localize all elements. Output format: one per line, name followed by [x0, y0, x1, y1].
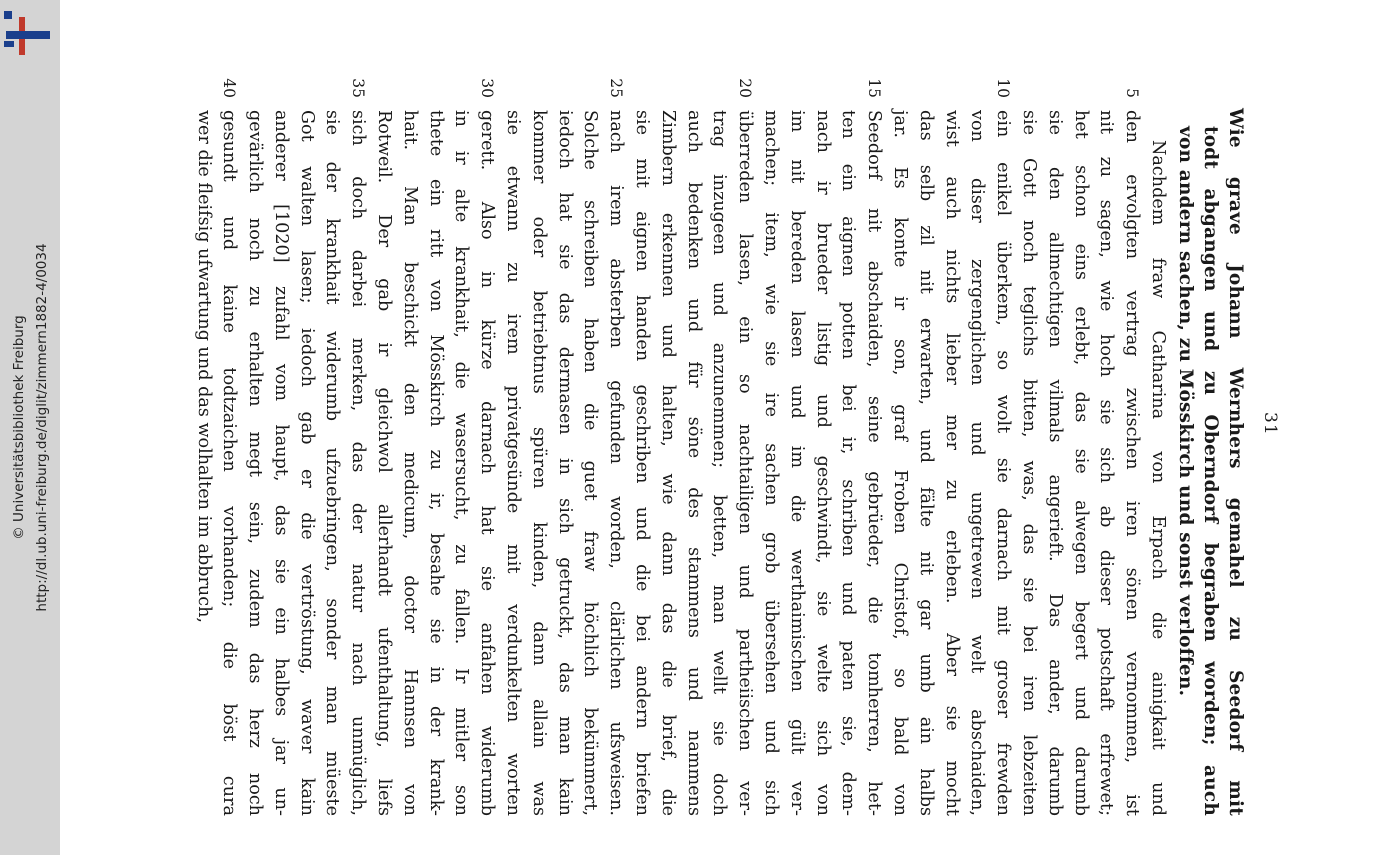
viewer-sidebar [0, 0, 60, 855]
text-line [964, 110, 990, 816]
line-text: in ir alte krankhait, die wasersucht, zu fallen. Ir mitler son [451, 110, 472, 816]
text-line [422, 110, 448, 816]
text-line [551, 110, 577, 816]
line-text: Got walten lasen; iedoch gab er die vertröstung, waver kain [296, 110, 317, 816]
text-line [267, 110, 293, 816]
line-text: hait. Man beschickt den medicum, doctor Hannsen von [399, 110, 420, 816]
text-line [473, 78, 499, 816]
text-line [345, 78, 371, 816]
line-text: Rotweil. Der gab ir gleichwol allerhandt ufenthaltung, liefs [374, 110, 395, 816]
text-line [654, 110, 680, 816]
text-line [731, 78, 757, 816]
text-line [1118, 88, 1144, 816]
text-line [525, 110, 551, 816]
line-text: sich doch darbei merken, das der natur nach unmüglich, [348, 110, 369, 816]
line-text: sie den allmechtigen vilmals angerieft. Das ander, darumb [1044, 110, 1065, 816]
line-text: sie mit aignen handen geschriben und die bei andern briefen [632, 110, 653, 816]
text-line [809, 110, 835, 816]
text-line [190, 110, 216, 816]
document-url[interactable]: http://dl.ub.uni-freiburg.de/diglit/zimmern1882-4/0034 [34, 243, 50, 612]
line-number: 5 [1123, 88, 1142, 98]
line-text: im nit bereden lasen und im die werthaimischen gült ver- [786, 110, 807, 816]
line-number: 20 [736, 78, 755, 98]
line-number: 10 [994, 78, 1013, 98]
text-line [448, 110, 474, 816]
copyright-notice: © Universitätsbibliothek Freiburg [11, 315, 27, 540]
line-text: jar. Es konte ir son, graf Froben Christof, so bald von [890, 110, 911, 816]
line-number: 25 [607, 78, 626, 98]
text-line [912, 110, 938, 816]
line-text: gerett. Also in kürze darnach hat sie anfahen widerumb [477, 110, 498, 816]
rotated-page-content [58, 8, 1278, 848]
line-text: sie Gott noch teglichs bitten, was, das sie bei iren lebzeiten [1019, 110, 1040, 816]
line-number: 15 [865, 78, 884, 98]
line-text: nach ir brueder listig und geschwindt, sie welte sich von [812, 110, 833, 816]
text-line [1015, 110, 1041, 816]
line-text: ten ein aignen potten bei ir, schriben und paten sie, dem- [838, 110, 859, 816]
line-text: den ervolgten vertrag zwischen iren sönen vernommen, ist [1122, 110, 1143, 816]
line-text: machen; item, wie sie ire sachen grob übersehen und sich [761, 110, 782, 816]
scanned-page [60, 0, 1393, 855]
text-line [860, 78, 886, 816]
line-text: auch bedenken und für söne des stammens und nammens [683, 110, 704, 816]
line-text: gevärlich noch zu erhalten megt sein, zudem das herz noch [245, 110, 266, 816]
text-line [628, 110, 654, 816]
text-line [602, 78, 628, 816]
line-text: Zimbern erkennen und halten, wie dann das die brief, die [657, 110, 678, 816]
line-text: überreden lasen, ein so nachtailigen und partheiischen ver- [735, 110, 756, 816]
line-text: nach irem absterben gefunden worden, clärlichen ufsweisen. [606, 110, 627, 816]
line-text: von diser zergenglichen und ungetrewen welt abschaiden, [967, 110, 988, 816]
line-text: Nachdem fraw Catharina von Erpach die ainigkait und [1148, 140, 1168, 816]
text-line [680, 110, 706, 816]
line-number: 40 [220, 78, 239, 98]
line-text: anderer [1020] zufahl vom haupt, das sie ein halbes jar un- [270, 110, 291, 816]
chapter-title [1173, 108, 1248, 816]
line-text: thete ein ritt von Mösskirch zu ir, besahe sie in der krank- [425, 110, 446, 816]
line-text: trag inzugeen und anzunemmen; betten, man wellt sie doch [709, 110, 730, 816]
line-text: ein enikel überkem, so wolt sie darnach mit groser frewden [993, 110, 1014, 816]
text-line [938, 110, 964, 816]
text-line [1041, 110, 1067, 816]
line-text: Solche schreiben haben die guet fraw höchlich bekümmert, [580, 110, 601, 816]
body-text [190, 78, 1170, 816]
text-line [293, 110, 319, 816]
text-line [706, 110, 732, 816]
text-line [577, 110, 603, 816]
text-line [989, 78, 1015, 816]
title-line: todt abgangen und zu Oberndorf begraben worden; auch [1200, 126, 1221, 816]
line-text: gesundt und kaine todtzaichen vorhanden; die böst cura [219, 110, 240, 816]
text-line [216, 78, 242, 816]
page-number: 31 [1260, 412, 1280, 436]
line-text: das selb zil nit erwarten, und fälte nit gar umb ain halbs [915, 110, 936, 816]
text-line [783, 110, 809, 816]
text-line [396, 110, 422, 816]
line-text: sie etwann zu irem privatgesünde mit verdunkelten worten [503, 110, 524, 816]
line-text: Seedorf nit abschaiden, seine gebrüeder, die tomherren, het- [864, 110, 885, 816]
text-line [319, 110, 345, 816]
text-line [499, 110, 525, 816]
text-line [241, 110, 267, 816]
text-line [886, 110, 912, 816]
text-line [1093, 110, 1119, 816]
text-line [757, 110, 783, 816]
text-line [370, 110, 396, 816]
line-number: 35 [349, 78, 368, 98]
text-line [1067, 110, 1093, 816]
text-line [835, 110, 861, 816]
line-text: sie der krankhait widerumb ufzuebringen, sonder man müeste [322, 110, 343, 816]
line-text: nit zu sagen, wie hoch sie sich ab dieser potschaft erfrewet; [1096, 110, 1117, 816]
text-line [1144, 110, 1170, 816]
line-number: 30 [478, 78, 497, 98]
title-line: von andern sachen, zu Mösskirch und sonst verloffen. [1175, 126, 1196, 697]
line-text: wer die fleifsig ufwartung und das wolhalten im abbruch, [193, 110, 214, 624]
line-text: kommer oder betriebtnus spüren kinden, dann allain was [528, 110, 549, 816]
line-text: iedoch hat sie das dermasen in sich getruckt, das man kain [554, 110, 575, 816]
line-text: wist auch nichts lieber mer zu erleben. Aber sie mocht [941, 110, 962, 816]
title-line: Wie grave Johann Wernhers gemahel zu Seedorf mit [1225, 108, 1246, 816]
line-text: het schon eins erlebt, das sie alwegen begert und darumb [1070, 110, 1091, 816]
